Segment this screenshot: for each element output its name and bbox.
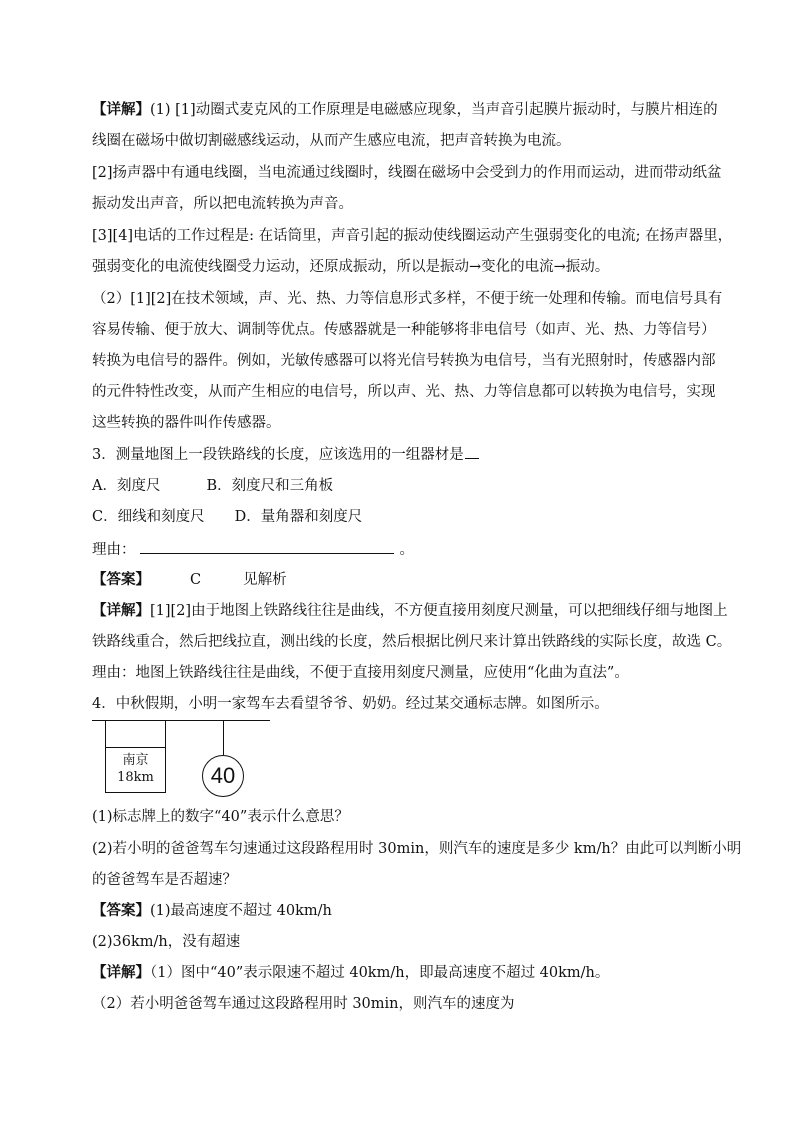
q3-reason-blank (140, 539, 394, 554)
detail-line-3: [2]扬声器中有通电线圈，当电流通过线圈时，线圈在磁场中会受到力的作用而运动，进而带动纸盆 (92, 165, 722, 181)
q3-detail-2: 铁路线重合，然后把线拉直，测出线的长度，然后根据比例尺来计算出铁路线的实际长度，故选 C。 (92, 634, 732, 650)
q3-detail-1 (92, 601, 728, 621)
q3-stem (92, 445, 479, 465)
distance-sign-city: 南京 (122, 753, 149, 768)
q3-stem-text: 3．测量地图上一段铁路线的长度，应该选用的一组器材是 (92, 447, 464, 463)
q4-detail-2: （2）若小明爸爸驾车通过这段路程用时 30min，则汽车的速度为 (92, 996, 515, 1012)
q4-sub1: (1)标志牌上的数字“40”表示什么意思？ (92, 809, 349, 825)
sign-top-bar (92, 720, 270, 721)
q3-options-row-1 (92, 476, 333, 496)
q3-answer-tag: 【答案】 (92, 571, 150, 588)
q3-answer-blank (465, 446, 479, 459)
detail-line-6: 强弱变化的电流使线圈受力运动，还原成振动，所以是振动→变化的电流→振动。 (92, 259, 610, 275)
detail-line-11: 这些转换的器件叫作传感器。 (92, 415, 281, 431)
q4-detail-tag: 【详解】 (92, 964, 150, 981)
q4-sub2b: 的爸爸驾车是否超速？ (92, 872, 237, 888)
detail-line-2: 线圈在磁场中做切割磁感线运动，从而产生感应电流，把声音转换为电流。 (92, 133, 571, 149)
traffic-sign-figure (92, 720, 282, 810)
sign-post-right (165, 720, 166, 747)
q3-detail-tag: 【详解】 (92, 602, 150, 619)
q4-detail-text-1: （1）图中“40”表示限速不超过 40km/h，即最高速度不超过 40km/h。 (150, 965, 610, 981)
limit-sign-post (223, 720, 224, 755)
distance-sign-km: 18km (117, 770, 154, 785)
q4-sub2a: (2)若小明的爸爸驾车匀速通过这段路程用时 30min，则汽车的速度是多少 km/h？由此可以判断小明 (92, 841, 742, 857)
q3-option-c: C．细线和刻度尺 (92, 509, 205, 525)
q4-answer-2: (2)36km/h，没有超速 (92, 934, 241, 950)
q4-stem: 4．中秋假期，小明一家驾车去看望爷爷、奶奶。经过某交通标志牌。如图所示。 (92, 696, 609, 712)
detail-line-8: 容易传输、便于放大、调制等优点。传感器就是一种能够将非电信号（如声、光、热、力等信号） (92, 322, 716, 338)
q3-answer (92, 570, 287, 590)
q3-answer-note: 见解析 (243, 572, 287, 588)
q3-option-d: D．量角器和刻度尺 (234, 509, 363, 525)
q3-reason-label: 理由： (92, 542, 136, 558)
q3-options-row-2 (92, 507, 362, 527)
sign-post-left (105, 720, 106, 747)
detail-line-10: 的元件特性改变，从而产生相应的电信号，所以声、光、热、力等信息都可以转换为电信号，实现 (92, 384, 716, 400)
q3-answer-choice: C (190, 572, 202, 588)
detail-line-7: （2）[1][2]在技术领域，声、光、热、力等信息形式多样，不便于统一处理和传输。而电信号具有 (92, 291, 723, 307)
detail-line-4: 振动发出声音，所以把电流转换为声音。 (92, 196, 353, 212)
q3-reason (92, 539, 414, 560)
q4-answer-1 (92, 901, 332, 921)
detail-line-5: [3][4]电话的工作过程是: 在话筒里，声音引起的振动使线圈运动产生强弱变化的电流; 在扬声器里， (92, 228, 733, 244)
q4-answer-tag: 【答案】 (92, 902, 150, 919)
detail-line-1 (92, 100, 718, 120)
q4-answer-text-1: (1)最高速度不超过 40km/h (150, 903, 332, 919)
detail-text: (1) [1]动圈式麦克风的工作原理是电磁感应现象，当声音引起膜片振动时，与膜片相连的 (150, 102, 718, 118)
q3-option-b: B．刻度尺和三角板 (206, 478, 334, 494)
detail-line-9: 转换为电信号的器件。例如，光敏传感器可以将光信号转换为电信号，当有光照射时，传感器内部 (92, 353, 716, 369)
detail-tag: 【详解】 (92, 101, 150, 118)
q3-detail-text-1: [1][2]由于地图上铁路线往往是曲线，不方便直接用刻度尺测量，可以把细线仔细与地图上 (150, 603, 728, 619)
q3-option-a: A．刻度尺 (92, 478, 161, 494)
q3-reason-end: 。 (399, 542, 414, 558)
q3-detail-3: 理由：地图上铁路线往往是曲线，不便于直接用刻度尺测量，应使用“化曲为直法”。 (92, 665, 629, 681)
distance-sign (105, 747, 166, 793)
q4-detail-1 (92, 963, 609, 983)
speed-limit-sign: 40 (202, 755, 244, 797)
